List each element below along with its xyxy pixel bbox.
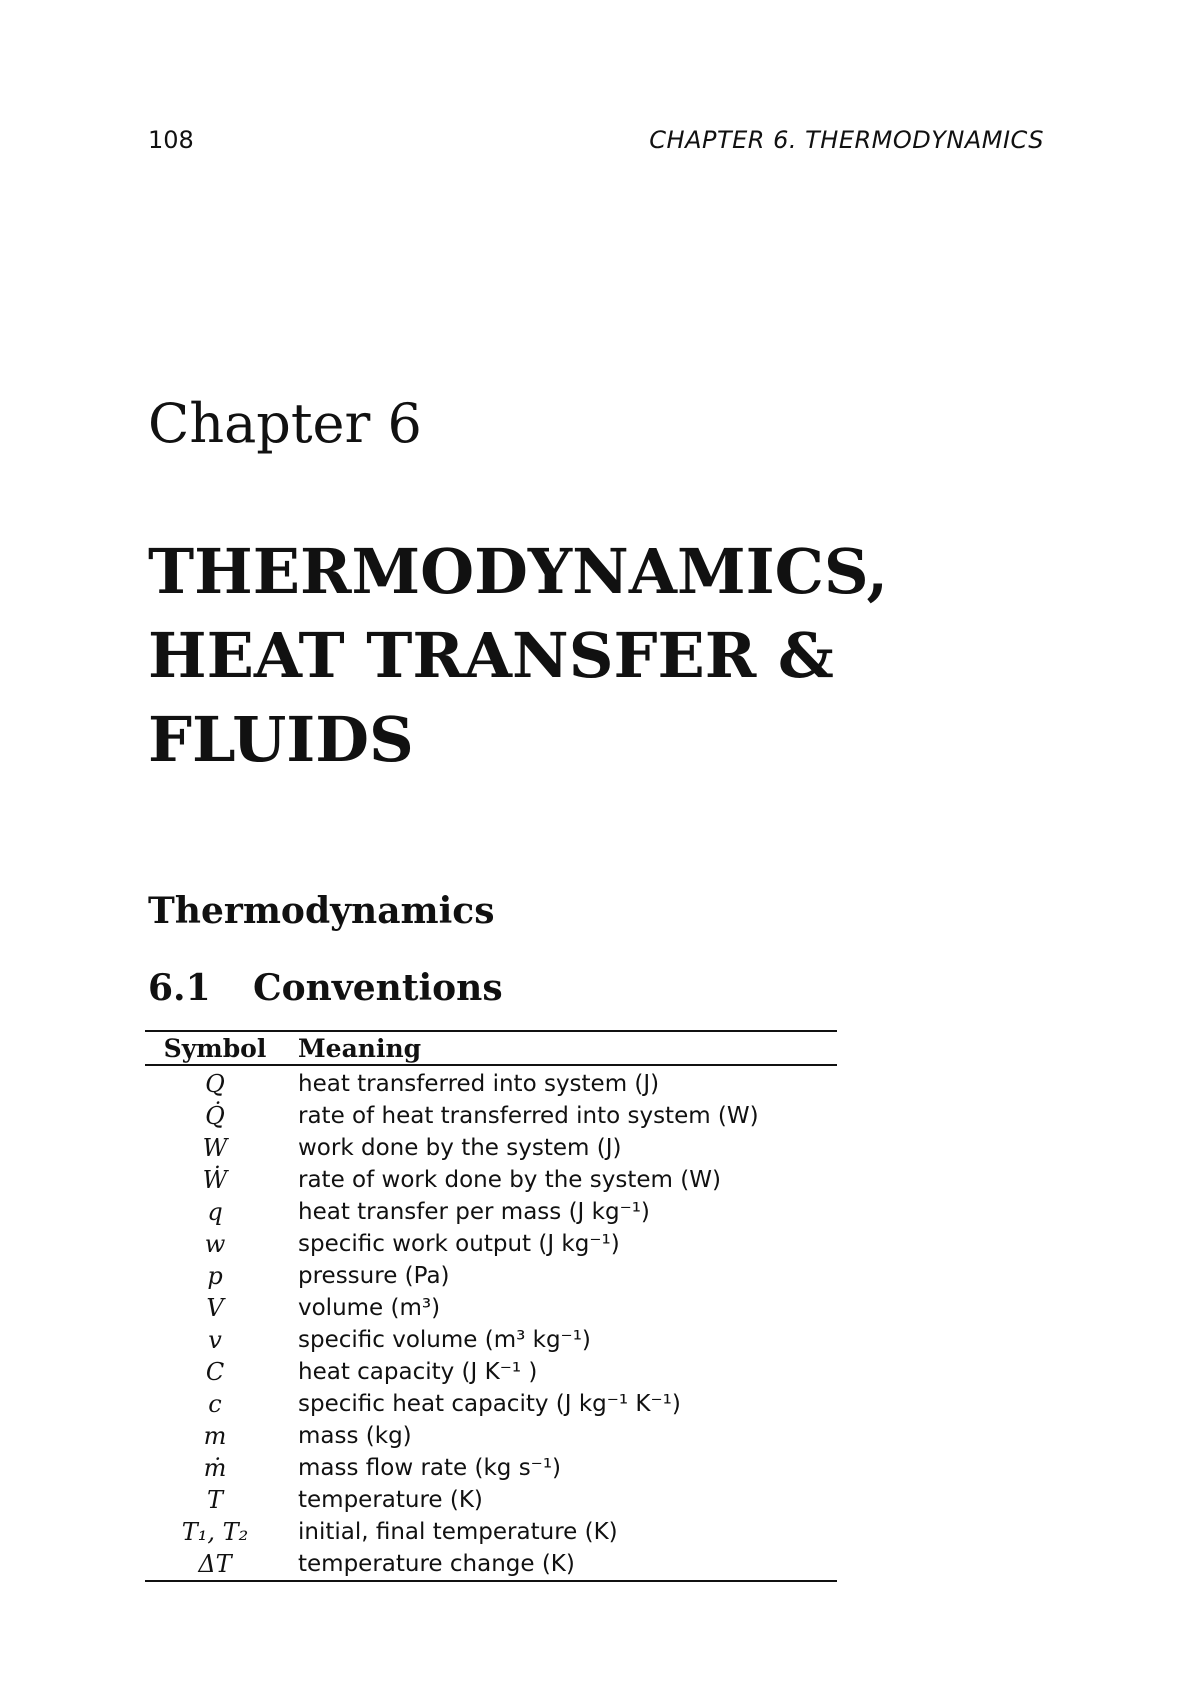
symbol-cell: p — [207, 1262, 223, 1290]
chapter-label: Chapter 6 — [148, 392, 422, 455]
meaning-cell: mass flow rate (kg s⁻¹) — [298, 1455, 562, 1481]
meaning-cell: temperature (K) — [298, 1487, 483, 1513]
meaning-cell: heat transfer per mass (J kg⁻¹) — [298, 1199, 650, 1225]
symbol-cell: m — [203, 1422, 227, 1450]
conventions-table — [145, 1030, 837, 1582]
symbol-cell: Ẇ — [202, 1166, 228, 1194]
table-row — [145, 1516, 837, 1548]
meaning-cell: mass (kg) — [298, 1423, 412, 1449]
chapter-title-line: FLUIDS — [148, 703, 414, 776]
table-row — [145, 1260, 837, 1292]
table-row — [145, 1164, 837, 1196]
chapter-title-line: THERMODYNAMICS, — [148, 535, 889, 608]
running-header — [148, 126, 1044, 160]
chapter-title — [148, 530, 1108, 782]
table-row — [145, 1065, 837, 1100]
running-title: CHAPTER 6. THERMODYNAMICS — [649, 126, 1044, 154]
symbol-cell: q — [207, 1198, 223, 1226]
table-row — [145, 1196, 837, 1228]
table-row — [145, 1388, 837, 1420]
column-header-symbol: Symbol — [145, 1031, 285, 1065]
table-header-row — [145, 1031, 837, 1065]
symbol-cell: T₁, T₂ — [181, 1518, 249, 1546]
table-row — [145, 1420, 837, 1452]
symbol-cell: W — [202, 1134, 228, 1162]
symbol-cell: w — [204, 1230, 226, 1258]
table-row — [145, 1292, 837, 1324]
table-row — [145, 1228, 837, 1260]
table-row — [145, 1132, 837, 1164]
meaning-cell: pressure (Pa) — [298, 1263, 450, 1289]
part-heading: Thermodynamics — [148, 890, 495, 932]
table-row — [145, 1484, 837, 1516]
symbol-cell: c — [208, 1390, 222, 1418]
symbol-cell: ΔT — [198, 1550, 232, 1578]
symbol-cell: Q — [205, 1070, 225, 1098]
meaning-cell: rate of work done by the system (W) — [298, 1167, 721, 1193]
table-row — [145, 1100, 837, 1132]
symbol-cell: T — [206, 1486, 223, 1514]
chapter-title-line: HEAT TRANSFER & — [148, 619, 834, 692]
symbol-cell: ṁ — [203, 1454, 227, 1482]
meaning-cell: work done by the system (J) — [298, 1135, 622, 1161]
table-row — [145, 1548, 837, 1581]
section-title: Conventions — [253, 967, 503, 1009]
symbol-cell: Q̇ — [205, 1102, 225, 1130]
column-header-meaning: Meaning — [285, 1031, 837, 1065]
table-row — [145, 1452, 837, 1484]
meaning-cell: initial, final temperature (K) — [298, 1519, 618, 1545]
meaning-cell: volume (m³) — [298, 1295, 441, 1321]
section-number: 6.1 — [148, 967, 211, 1009]
meaning-cell: rate of heat transferred into system (W) — [298, 1103, 759, 1129]
symbol-cell: C — [205, 1358, 225, 1386]
table-body — [145, 1065, 837, 1581]
meaning-cell: temperature change (K) — [298, 1551, 575, 1577]
section-heading — [148, 965, 503, 1011]
meaning-cell: specific heat capacity (J kg⁻¹ K⁻¹) — [298, 1391, 681, 1417]
meaning-cell: heat capacity (J K⁻¹ ) — [298, 1359, 538, 1385]
page-number: 108 — [148, 126, 194, 154]
table-row — [145, 1356, 837, 1388]
meaning-cell: specific volume (m³ kg⁻¹) — [298, 1327, 591, 1353]
symbol-cell: v — [208, 1326, 222, 1354]
symbol-cell: V — [206, 1294, 224, 1322]
meaning-cell: specific work output (J kg⁻¹) — [298, 1231, 620, 1257]
meaning-cell: heat transferred into system (J) — [298, 1071, 660, 1097]
table-row — [145, 1324, 837, 1356]
